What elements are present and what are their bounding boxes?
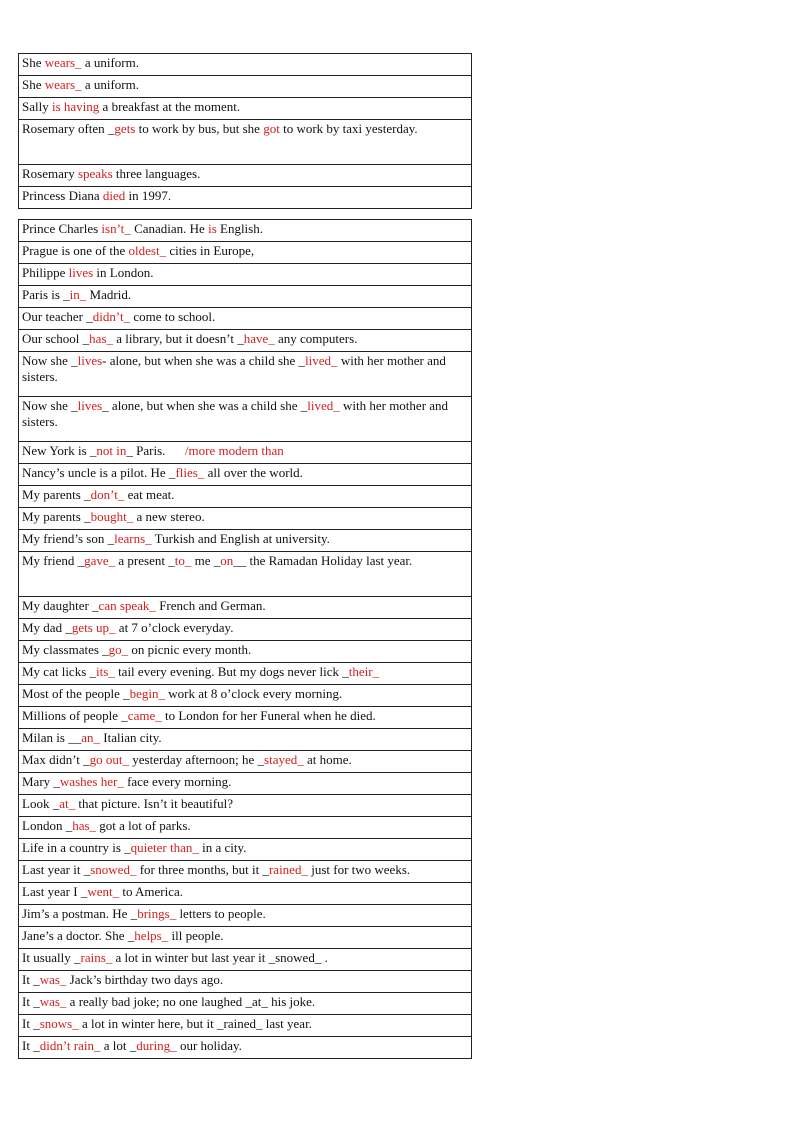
sentence-text: She — [22, 77, 45, 92]
sentence-cell — [19, 308, 472, 330]
sentence-text: a really bad joke; no one laughed _at_ his joke. — [66, 994, 316, 1009]
table-row — [19, 751, 472, 773]
sentence-text: _ alone, but when she was a child she _ — [102, 398, 308, 413]
sentence-text: Rosemary — [22, 166, 78, 181]
sentence-text: Jack’s birthday two days ago. — [66, 972, 224, 987]
answer-text: died — [102, 188, 126, 203]
table-row — [19, 597, 472, 619]
sentence-text: ill people. — [168, 928, 224, 943]
sentence-text: My parents _ — [22, 509, 91, 524]
sentence-text: Max didn’t _ — [22, 752, 90, 767]
table-body — [19, 54, 472, 209]
sentence-text: Mary _ — [22, 774, 60, 789]
answer-text: their_ — [348, 664, 380, 679]
sentence-cell — [19, 508, 472, 530]
sentence-text: _ Paris. — [126, 443, 185, 458]
sentence-cell — [19, 76, 472, 98]
answer-text: learns_ — [114, 531, 152, 546]
table-row — [19, 1015, 472, 1037]
answer-text: wears_ — [44, 55, 82, 70]
sentence-cell — [19, 165, 472, 187]
sentence-text: My classmates _ — [22, 642, 109, 657]
sentence-text: Our teacher _ — [22, 309, 93, 324]
answer-text: quieter than_ — [130, 840, 199, 855]
sentence-text: work at 8 o’clock every morning. — [164, 686, 343, 701]
answer-text: go out_ — [89, 752, 130, 767]
sentence-cell — [19, 397, 472, 442]
answer-text: has_ — [89, 331, 114, 346]
table-row — [19, 685, 472, 707]
sentence-text: It usually _ — [22, 950, 81, 965]
sentence-text: Look _ — [22, 796, 60, 811]
sentence-text: Now she _ — [22, 353, 78, 368]
sentence-text: Prince Charles — [22, 221, 102, 236]
sentence-cell — [19, 663, 472, 685]
sentence-cell — [19, 817, 472, 839]
exercise-table-1 — [18, 53, 472, 209]
answer-text: in_ — [69, 287, 87, 302]
table-row — [19, 729, 472, 751]
sentence-text: Canadian. He — [130, 221, 209, 236]
table-row — [19, 264, 472, 286]
answer-text: go_ — [108, 642, 129, 657]
answer-text: speaks — [77, 166, 113, 181]
table-row — [19, 486, 472, 508]
sentence-cell — [19, 464, 472, 486]
table-row — [19, 76, 472, 98]
answer-text: during_ — [136, 1038, 177, 1053]
table-row — [19, 286, 472, 308]
exercise-table-2 — [18, 219, 472, 1059]
sentence-cell — [19, 795, 472, 817]
answer-text: can speak_ — [98, 598, 156, 613]
sentence-text: a lot _ — [100, 1038, 137, 1053]
sentence-text: Milan is __ — [22, 730, 82, 745]
answer-text: went_ — [87, 884, 120, 899]
answer-text: wears_ — [44, 77, 82, 92]
sentence-cell — [19, 707, 472, 729]
sentence-text: just for two weeks. — [307, 862, 411, 877]
answer-text: its_ — [96, 664, 115, 679]
sentence-text: a breakfast at the moment. — [99, 99, 241, 114]
sentence-text: face every morning. — [123, 774, 232, 789]
answer-text: got — [263, 121, 280, 136]
answer-text: to_ — [174, 553, 192, 568]
table-row — [19, 663, 472, 685]
sentence-cell — [19, 220, 472, 242]
sentence-text: Our school _ — [22, 331, 90, 346]
sentence-text: a present _ — [115, 553, 175, 568]
sentence-text: Millions of people _ — [22, 708, 128, 723]
sentence-text: Madrid. — [86, 287, 132, 302]
table-row — [19, 773, 472, 795]
sentence-cell — [19, 98, 472, 120]
sentence-text: My daughter _ — [22, 598, 99, 613]
table-row — [19, 442, 472, 464]
sentence-cell — [19, 552, 472, 597]
sentence-text: Princess Diana — [22, 188, 103, 203]
sentence-text: Now she _ — [22, 398, 78, 413]
table-row — [19, 530, 472, 552]
table-row — [19, 242, 472, 264]
sentence-text: Most of the people _ — [22, 686, 130, 701]
sentence-cell — [19, 330, 472, 352]
sentence-text: to work by bus, but she — [135, 121, 264, 136]
sentence-text: to London for her Funeral when he died. — [161, 708, 376, 723]
answer-text: bought_ — [90, 509, 134, 524]
answer-text: didn’t rain_ — [39, 1038, 101, 1053]
sentence-text: London _ — [22, 818, 73, 833]
sentence-text: - alone, but when she was a child she _ — [102, 353, 306, 368]
answer-text: gave_ — [84, 553, 116, 568]
table-row — [19, 552, 472, 597]
answer-text: flies_ — [175, 465, 205, 480]
answer-text: stayed_ — [264, 752, 304, 767]
sentence-cell — [19, 286, 472, 308]
table-row — [19, 330, 472, 352]
sentence-text: to work by taxi yesterday. — [279, 121, 418, 136]
answer-text: rains_ — [80, 950, 113, 965]
sentence-text: yesterday afternoon; he _ — [129, 752, 265, 767]
table-row — [19, 971, 472, 993]
sentence-cell — [19, 264, 472, 286]
sentence-text: __ the Ramadan Holiday last year. — [233, 553, 413, 568]
table-row — [19, 795, 472, 817]
sentence-text: at home. — [303, 752, 352, 767]
sentence-text: Nancy’s uncle is a pilot. He _ — [22, 465, 176, 480]
answer-text: lives — [68, 265, 94, 280]
answer-text: lived_ — [307, 398, 340, 413]
sentence-text: a library, but it doesn’t _ — [113, 331, 244, 346]
sentence-text: eat meat. — [124, 487, 175, 502]
sentence-cell — [19, 927, 472, 949]
sentence-text: Last year it _ — [22, 862, 91, 877]
answer-text: /more modern than — [184, 443, 284, 458]
answer-text: have_ — [243, 331, 275, 346]
sentence-text: all over the world. — [204, 465, 303, 480]
sentence-cell — [19, 861, 472, 883]
sentence-cell — [19, 54, 472, 76]
answer-text: lived_ — [305, 353, 338, 368]
answer-text: isn’t_ — [101, 221, 131, 236]
table-row — [19, 861, 472, 883]
sentence-cell — [19, 187, 472, 209]
answer-text: is having — [51, 99, 100, 114]
sentence-text: on picnic every month. — [128, 642, 252, 657]
answer-text: begin_ — [129, 686, 165, 701]
sentence-text: Rosemary often _ — [22, 121, 115, 136]
sentence-cell — [19, 120, 472, 165]
answer-text: oldest_ — [128, 243, 167, 258]
sentence-text: in a city. — [198, 840, 247, 855]
sentence-cell — [19, 839, 472, 861]
sentence-cell — [19, 773, 472, 795]
sentence-text: My friend _ — [22, 553, 85, 568]
answer-text: on — [220, 553, 234, 568]
sentence-text: come to school. — [130, 309, 216, 324]
sentence-cell — [19, 905, 472, 927]
answer-text: snows_ — [39, 1016, 79, 1031]
sentence-cell — [19, 751, 472, 773]
sentence-text: Last year I _ — [22, 884, 88, 899]
sentence-text: My cat licks _ — [22, 664, 97, 679]
sentence-text: a uniform. — [81, 55, 139, 70]
sentence-text: a lot in winter here, but it _rained_ last year. — [78, 1016, 312, 1031]
sentence-text: Italian city. — [100, 730, 162, 745]
sentence-cell — [19, 242, 472, 264]
table-row — [19, 949, 472, 971]
sentence-text: She — [22, 55, 45, 70]
sentence-text: It _ — [22, 972, 40, 987]
sentence-text: It _ — [22, 1016, 40, 1031]
sentence-text: a uniform. — [81, 77, 139, 92]
sentence-text: It _ — [22, 1038, 40, 1053]
sentence-text: English. — [216, 221, 263, 236]
answer-text: came_ — [127, 708, 162, 723]
sentence-text: letters to people. — [176, 906, 266, 921]
table-row — [19, 905, 472, 927]
answer-text: was_ — [39, 972, 67, 987]
answer-text: an_ — [81, 730, 101, 745]
sentence-cell — [19, 993, 472, 1015]
table-row — [19, 619, 472, 641]
answer-text: washes her_ — [59, 774, 124, 789]
answer-text: don’t_ — [90, 487, 125, 502]
sentence-text: got a lot of parks. — [96, 818, 191, 833]
sentence-cell — [19, 1015, 472, 1037]
sentence-text: me _ — [191, 553, 221, 568]
sentence-text: our holiday. — [176, 1038, 242, 1053]
table-row — [19, 397, 472, 442]
sentence-text: three languages. — [112, 166, 201, 181]
table-row — [19, 883, 472, 905]
table-row — [19, 120, 472, 165]
sentence-text: My friend’s son _ — [22, 531, 115, 546]
answer-text: helps_ — [134, 928, 169, 943]
sentence-text: cities in Europe, — [166, 243, 255, 258]
sentence-text: a new stereo. — [133, 509, 205, 524]
sentence-cell — [19, 883, 472, 905]
answer-text: not in — [96, 443, 127, 458]
sentence-cell — [19, 949, 472, 971]
answer-text: brings_ — [137, 906, 177, 921]
table-row — [19, 187, 472, 209]
table-row — [19, 98, 472, 120]
answer-text: rained_ — [268, 862, 308, 877]
table-row — [19, 1037, 472, 1059]
sentence-text: My parents _ — [22, 487, 91, 502]
answer-text: snowed_ — [90, 862, 137, 877]
sentence-text: for three months, but it _ — [136, 862, 269, 877]
table-row — [19, 352, 472, 397]
table-row — [19, 464, 472, 486]
sentence-text: My dad _ — [22, 620, 72, 635]
sentence-text: that picture. Isn’t it beautiful? — [75, 796, 233, 811]
sentence-cell — [19, 486, 472, 508]
sentence-text: Jane’s a doctor. She _ — [22, 928, 135, 943]
sentence-cell — [19, 641, 472, 663]
table-row — [19, 993, 472, 1015]
sentence-text: Paris is _ — [22, 287, 70, 302]
sentence-text: It _ — [22, 994, 40, 1009]
table-row — [19, 165, 472, 187]
sentence-text: in London. — [93, 265, 154, 280]
sentence-text: with her mother and sisters. — [22, 398, 452, 429]
answer-text: gets — [114, 121, 136, 136]
sentence-cell — [19, 442, 472, 464]
sentence-cell — [19, 619, 472, 641]
sentence-text: Prague is one of the — [22, 243, 129, 258]
sentence-text: with her mother and sisters. — [22, 353, 450, 384]
answer-text: didn’t_ — [92, 309, 131, 324]
sentence-text: Sally — [22, 99, 52, 114]
answer-text: was_ — [39, 994, 67, 1009]
sentence-text: French and German. — [155, 598, 266, 613]
table-row — [19, 839, 472, 861]
sentence-cell — [19, 685, 472, 707]
answer-text: at_ — [59, 796, 76, 811]
answer-text: lives — [77, 353, 103, 368]
sentence-text: at 7 o’clock everyday. — [115, 620, 234, 635]
sentence-cell — [19, 597, 472, 619]
table-row — [19, 508, 472, 530]
sentence-cell — [19, 729, 472, 751]
sentence-text: Jim’s a postman. He _ — [22, 906, 138, 921]
sentence-text: in 1997. — [125, 188, 172, 203]
sentence-text: Life in a country is _ — [22, 840, 131, 855]
table-row — [19, 54, 472, 76]
table-row — [19, 707, 472, 729]
answer-text: has_ — [72, 818, 97, 833]
table-row — [19, 817, 472, 839]
sentence-text: to America. — [119, 884, 184, 899]
sentence-cell — [19, 352, 472, 397]
table-row — [19, 641, 472, 663]
answer-text: lives — [77, 398, 103, 413]
sentence-cell — [19, 971, 472, 993]
sentence-text: New York is _ — [22, 443, 97, 458]
table-row — [19, 308, 472, 330]
answer-text: gets up_ — [71, 620, 116, 635]
sentence-text: tail every evening. But my dogs never lick _ — [114, 664, 349, 679]
sentence-text: Turkish and English at university. — [151, 531, 330, 546]
table-body — [19, 220, 472, 1059]
table-row — [19, 927, 472, 949]
sentence-cell — [19, 1037, 472, 1059]
sentence-text: Philippe — [22, 265, 69, 280]
answer-text: is — [208, 221, 217, 236]
sentence-text: a lot in winter but last year it _snowed_ . — [112, 950, 328, 965]
table-row — [19, 220, 472, 242]
sentence-text: any computers. — [274, 331, 358, 346]
sentence-cell — [19, 530, 472, 552]
